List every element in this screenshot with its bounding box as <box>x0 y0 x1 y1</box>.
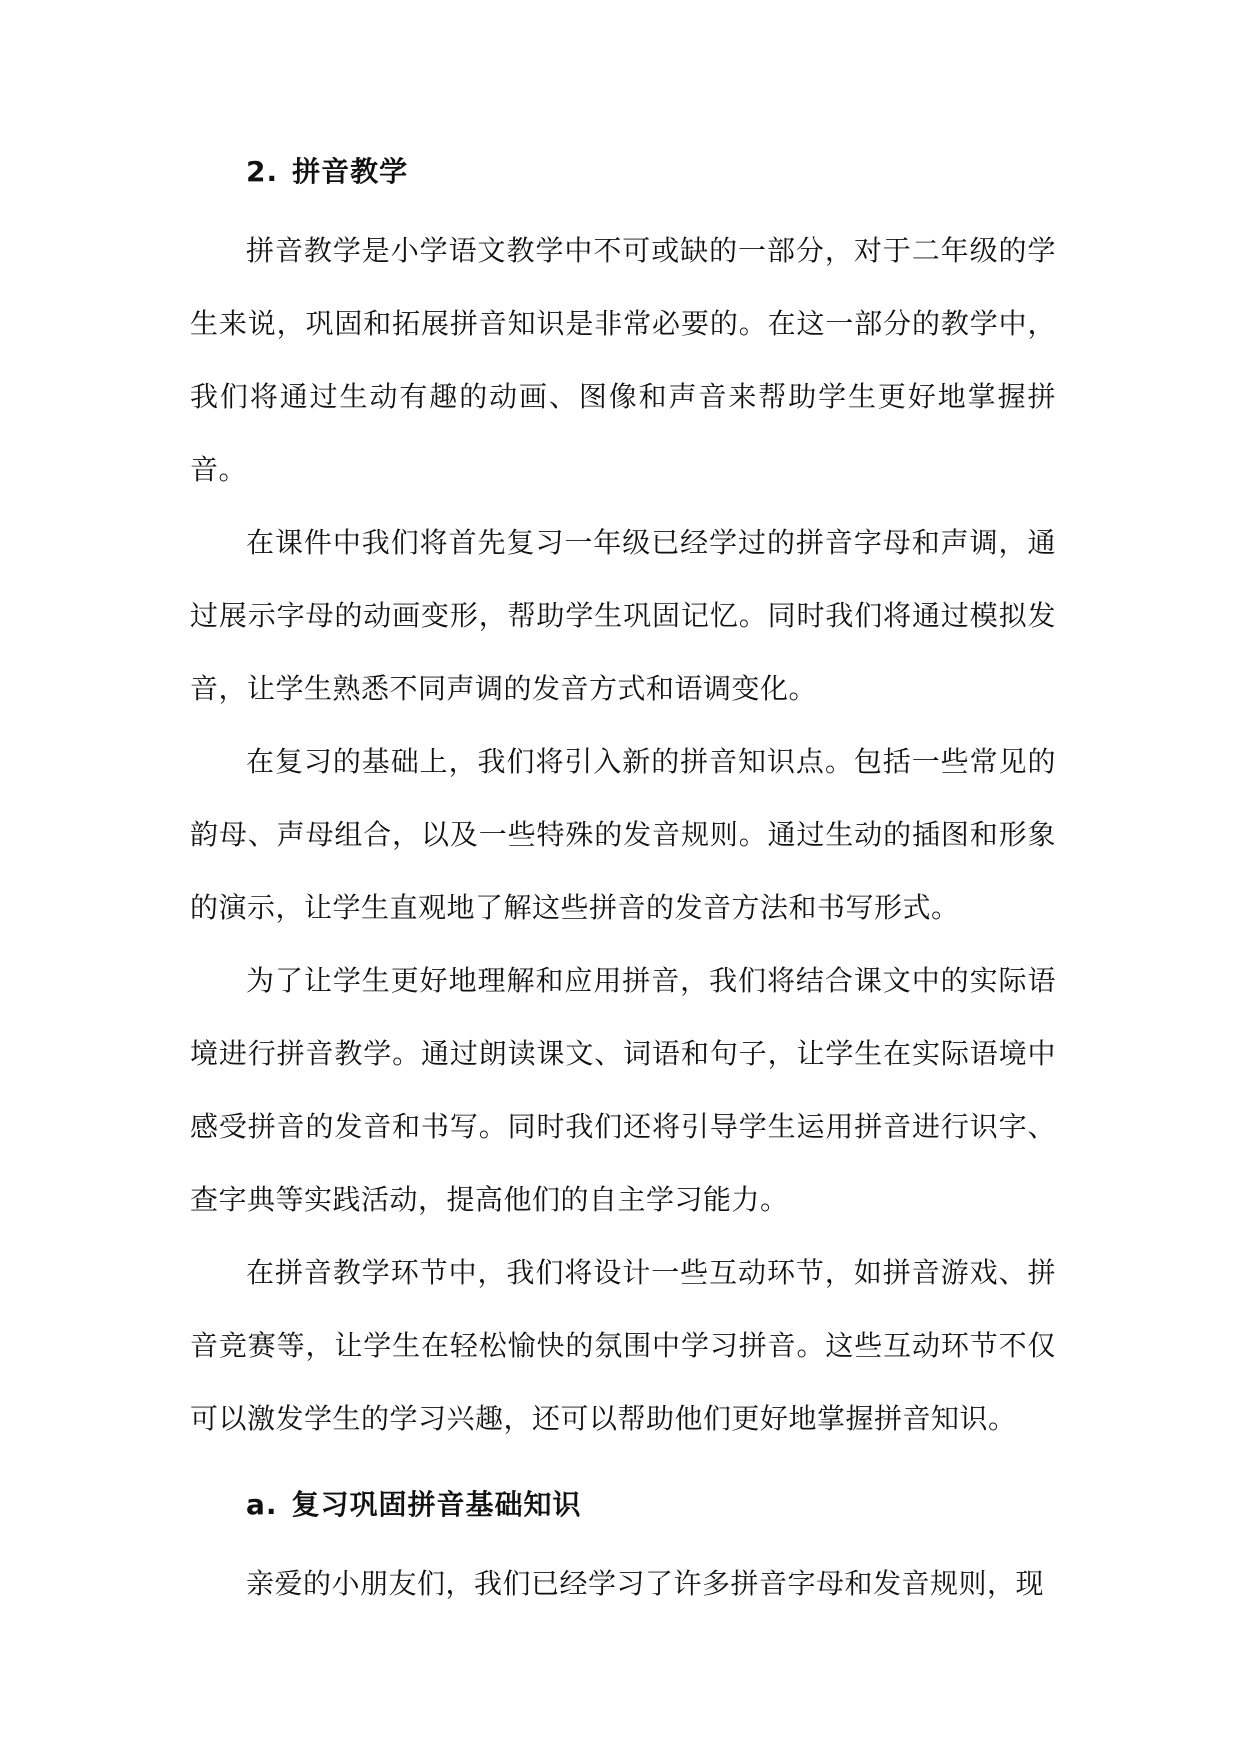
section-title: 拼音教学 <box>292 155 409 188</box>
paragraph-1: 拼音教学是小学语文教学中不可或缺的一部分，对于二年级的学生来说，巩固和拓展拼音知识是非常必要的。在这一部分的教学中，我们将通过生动有趣的动画、图像和声音来帮助学生更好地掌握拼音。 <box>190 234 1056 486</box>
subsection-heading <box>190 1475 1056 1535</box>
spacer <box>190 1535 1056 1547</box>
paragraph-4: 为了让学生更好地理解和应用拼音，我们将结合课文中的实际语境进行拼音教学。通过朗读课文、词语和句子，让学生在实际语境中感受拼音的发音和书写。同时我们还将引导学生运用拼音进行识字、查字典等实践活动，提高他们的自主学习能力。 <box>190 964 1056 1216</box>
subsection-paragraph-1: 亲爱的小朋友们，我们已经学习了许多拼音字母和发音规则，现 <box>246 1567 1045 1600</box>
paragraph-2: 在课件中我们将首先复习一年级已经学过的拼音字母和声调，通过展示字母的动画变形，帮助学生巩固记忆。同时我们将通过模拟发音，让学生熟悉不同声调的发音方式和语调变化。 <box>190 526 1056 705</box>
spacer <box>190 202 1056 214</box>
subsection-title: 复习巩固拼音基础知识 <box>291 1488 582 1521</box>
document-body <box>190 142 1056 1620</box>
section-heading <box>190 142 1056 202</box>
paragraph-3: 在复习的基础上，我们将引入新的拼音知识点。包括一些常见的韵母、声母组合，以及一些特殊的发音规则。通过生动的插图和形象的演示，让学生直观地了解这些拼音的发音方法和书写形式。 <box>190 745 1056 924</box>
paragraph-5: 在拼音教学环节中，我们将设计一些互动环节，如拼音游戏、拼音竞赛等，让学生在轻松愉快的氛围中学习拼音。这些互动环节不仅可以激发学生的学习兴趣，还可以帮助他们更好地掌握拼音知识。 <box>190 1256 1056 1435</box>
section-number: 2. <box>246 155 279 188</box>
subsection-number: a. <box>246 1488 278 1521</box>
spacer <box>190 1455 1056 1475</box>
